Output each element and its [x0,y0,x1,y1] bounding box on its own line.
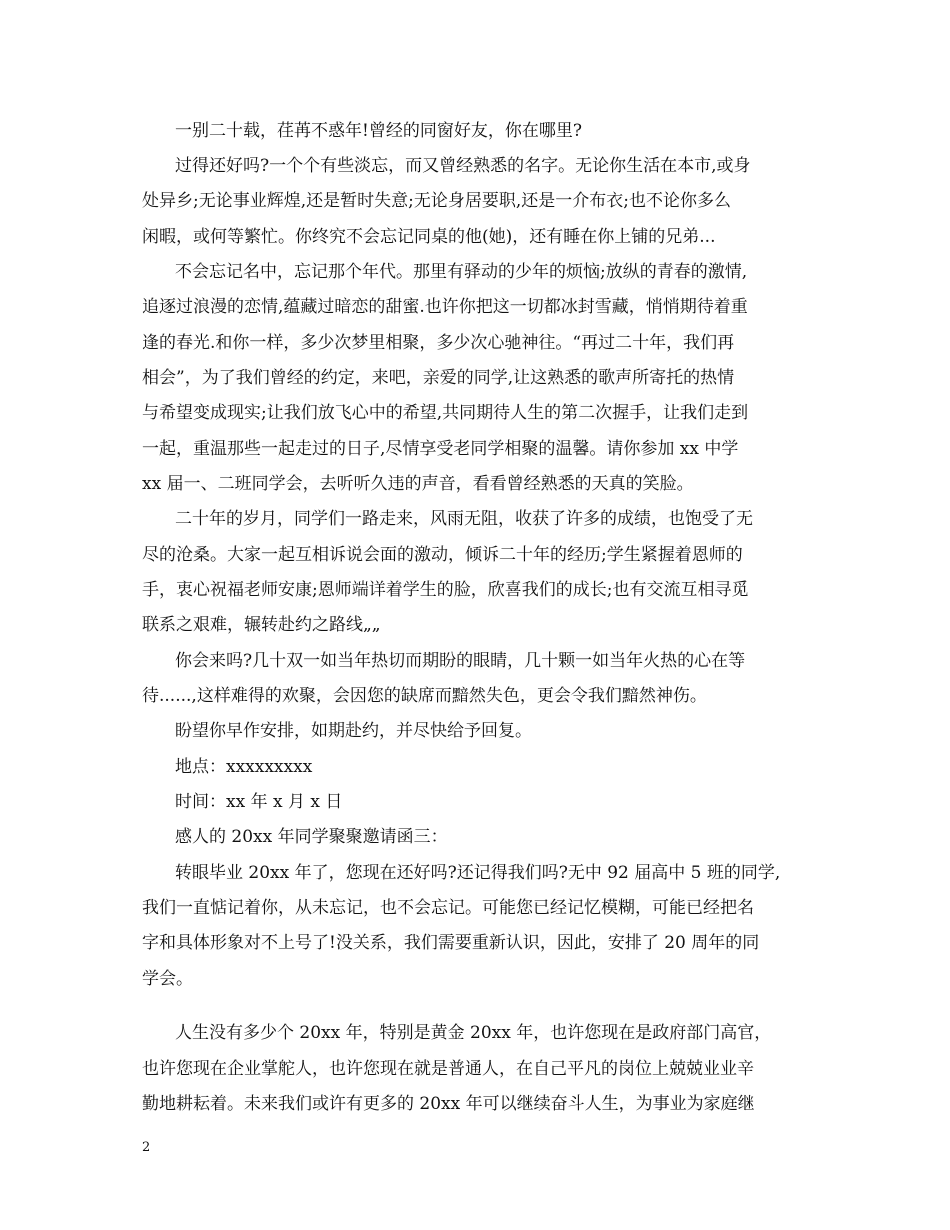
paragraph-line: 与希望变成现实;让我们放飞心中的希望,共同期待人生的第二次握手，让我们走到 [142,403,749,423]
paragraph-line: 一起，重温那些一起走过的日子,尽情享受老同学相聚的温馨。请你参加 xx 中学 [142,439,739,459]
section-heading: 感人的 20xx 年同学聚聚邀请函三： [175,827,448,847]
paragraph-line: 尽的沧桑。大家一起互相诉说会面的激动，倾诉二十年的经历;学生紧握着恩师的 [142,545,743,565]
paragraph-line: 不会忘记名中，忘记那个年代。那里有驿动的少年的烦恼;放纵的青春的激情, [175,262,748,282]
paragraph-line: 转眼毕业 20xx 年了，您现在还好吗?还记得我们吗?无中 92 届高中 5 班的同学, [175,863,781,883]
paragraph-line: 逢的春光.和你一样，多少次梦里相聚，多少次心驰神往。“再过二十年，我们再 [142,333,735,353]
paragraph-line: 学会。 [142,969,193,989]
location-line: 地点：xxxxxxxxx [175,757,313,777]
paragraph-line: 闲暇，或何等繁忙。你终究不会忘记同桌的他(她)，还有睡在你上铺的兄弟... [142,227,716,247]
paragraph-line: 一别二十载，荏苒不惑年!曾经的同窗好友，你在哪里? [175,121,582,141]
paragraph-line: 相会”，为了我们曾经的约定，来吧，亲爱的同学,让这熟悉的歌声所寄托的热情 [142,368,735,388]
paragraph-line: 字和具体形象对不上号了!没关系，我们需要重新认识，因此，安排了 20 周年的同 [142,933,760,953]
paragraph-line: 二十年的岁月，同学们一路走来，风雨无阻，收获了许多的成绩，也饱受了无 [175,509,753,529]
paragraph-line: 追逐过浪漫的恋情,蕴藏过暗恋的甜蜜.也许你把这一切都冰封雪藏，悄悄期待着重 [142,297,748,317]
paragraph-line: 勤地耕耘着。未来我们或许有更多的 20xx 年可以继续奋斗人生，为事业为家庭继 [142,1094,755,1114]
paragraph-line: 待......,这样难得的欢聚，会因您的缺席而黯然失色，更会令我们黯然神伤。 [142,686,707,706]
paragraph-line: 人生没有多少个 20xx 年，特别是黄金 20xx 年，也许您现在是政府部门高官， [175,1023,772,1043]
paragraph-line: 手，衷心祝福老师安康;恩师端详着学生的脸，欣喜我们的成长;也有交流互相寻觅 [142,580,749,600]
paragraph-line: 联系之艰难，辗转赴约之路线„„ [142,615,381,635]
paragraph-line: xx 届一、二班同学会，去听听久违的声音，看看曾经熟悉的天真的笑脸。 [142,474,694,494]
paragraph-line: 过得还好吗?一个个有些淡忘，而又曾经熟悉的名字。无论你生活在本市,或身 [175,156,751,176]
paragraph-line: 也许您现在企业掌舵人，也许您现在就是普通人，在自己平凡的岗位上兢兢业业辛 [142,1059,754,1079]
paragraph-line: 我们一直惦记着你，从未忘记，也不会忘记。可能您已经记忆模糊，可能已经把名 [142,898,754,918]
paragraph-line: 处异乡;无论事业辉煌,还是暂时失意;无论身居要职,还是一介布衣;也不论你多么 [142,191,731,211]
page-number: 2 [142,1140,151,1155]
time-line: 时间：xx 年 x 月 x 日 [175,792,343,812]
paragraph-line: 你会来吗?几十双一如当年热切而期盼的眼睛，几十颗一如当年火热的心在等 [175,651,746,671]
paragraph-line: 盼望你早作安排，如期赴约，并尽快给予回复。 [175,721,532,741]
